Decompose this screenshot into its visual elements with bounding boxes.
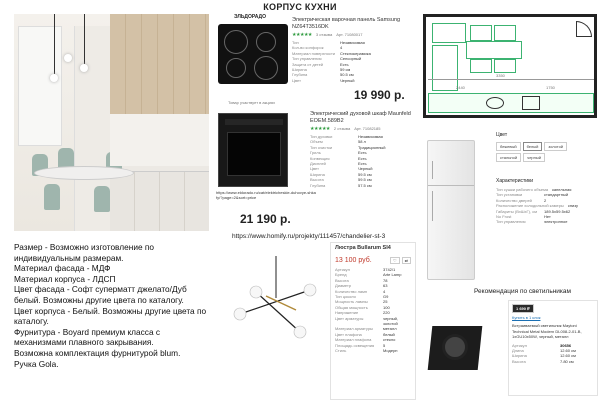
spot-light-image	[418, 316, 500, 380]
chandelier-spec-value: G9	[383, 294, 389, 300]
fridge-spec-key: Тип установки	[496, 192, 523, 198]
chandelier-spec-value: 63	[383, 283, 388, 289]
heart-icon[interactable]: ♡	[390, 257, 400, 264]
fridge-spec-value: 2	[544, 197, 547, 203]
hob-spec-key: Цвет	[292, 77, 301, 83]
chair	[44, 184, 60, 210]
chandelier-spec-value: 5	[383, 342, 386, 348]
oven-spec-key: Высота	[310, 177, 324, 183]
oven-spec-key: Тип очистки	[310, 144, 333, 150]
color-option[interactable]: стальной	[496, 153, 521, 162]
oven-spec-key: Глубина	[310, 182, 326, 188]
oven-spec-value: Есть	[358, 150, 367, 156]
chandelier-url[interactable]: https://www.homify.ru/projekty/111457/chandelier-st-3	[232, 233, 386, 240]
chandelier-spec-value: 78	[383, 277, 388, 283]
oven-window	[227, 132, 281, 176]
spot-spec-value: 12.60 см	[560, 353, 576, 359]
chandelier-title[interactable]: Люстра Bullarum SI4	[335, 245, 391, 251]
compare-icon[interactable]: ⇄	[402, 257, 411, 264]
chandelier-spec-key: Напряжение	[335, 310, 359, 316]
description-line: Материал корпуса - ЛДСП	[14, 273, 116, 284]
oven-spec-key: Ширина	[310, 171, 325, 177]
fridge-spec-key: Тип управления	[496, 219, 526, 225]
fridge-spec-key: No Frost	[496, 214, 512, 220]
price-badge: 1 690 ₽	[512, 304, 534, 313]
oven-spec-row	[310, 183, 422, 188]
hob-price: 19 990 р.	[354, 88, 405, 102]
plan-unit	[432, 23, 466, 43]
hob-spec-key: Материал поверхности	[292, 50, 336, 56]
fridge-spec-value: Нет	[544, 214, 551, 220]
description-line: Ручка Gola.	[14, 358, 59, 369]
hob-specs	[292, 40, 408, 83]
color-label: Цвет	[496, 132, 508, 138]
fridge-spec-key: Тип сушки рабочего объема	[496, 187, 549, 192]
plan-door	[576, 21, 592, 37]
pendant-wire	[54, 14, 55, 74]
hob-spec-value: Черный	[340, 77, 355, 83]
chandelier-spec-key: Тип цоколя	[335, 294, 356, 300]
hob-spec-value: Независимая	[340, 40, 365, 45]
reviews-count[interactable]: 2 отзыва	[333, 126, 351, 132]
article: Арт. 71080017	[336, 32, 363, 38]
rating-stars: ★★★★★	[292, 32, 312, 38]
chandelier-spec-value: металл	[383, 326, 397, 332]
chandelier-spec-value: 100	[383, 304, 390, 310]
fridge-spec-key: Расположение холодильной камеры	[496, 203, 564, 209]
plan-kitchen-run	[428, 93, 594, 113]
chandelier-spec-row	[335, 316, 411, 327]
backsplash	[110, 114, 209, 166]
chandelier-spec-row	[335, 348, 411, 353]
plan-table	[466, 41, 522, 59]
chandelier-spec-key: Бренд	[335, 272, 347, 278]
hob-spec-row	[292, 78, 408, 83]
dimension-label: 2440	[456, 85, 465, 90]
spot-title[interactable]: Встраиваемый светильник Maytoni Technical Metal Modern DL008-2-01-B, 1xGU10x50W, черный, металл	[512, 323, 582, 340]
chandelier-spec-key: Материал плафона	[335, 337, 372, 343]
hob-spec-key: Защита от детей	[292, 61, 324, 67]
fridge-spec-value: снизу	[567, 203, 579, 209]
promo-note: Товар участвует в акциях	[228, 100, 276, 105]
chandelier-globe	[294, 326, 306, 338]
oven-title[interactable]: Электрический духовой шкаф Maunfeld EOEM.589B2	[310, 111, 411, 124]
pendant-bulb	[50, 74, 58, 82]
fridge-spec-row	[496, 219, 596, 224]
spot-spec-value: 12.60 см	[560, 348, 576, 354]
hob-spec-value: 4	[340, 45, 343, 51]
oven-spec-value: 57.5 см	[358, 182, 372, 188]
fridge-spec-value: стандартный	[544, 192, 569, 198]
burner	[224, 30, 248, 54]
chandelier-spec-key: Количество ламп	[335, 288, 368, 294]
oven-spec-value: Традиционный	[358, 144, 386, 150]
chandelier-spec-key: Мощность лампы	[335, 299, 368, 305]
dimension-line	[428, 79, 594, 80]
burner	[226, 58, 246, 78]
fridge-handle	[432, 191, 433, 221]
oven-url[interactable]: https://www.eldorado.ru/cat/elektricheskie-duhovye-shkafy/?page=2&sort=price	[216, 190, 316, 201]
spot-article-label: Артикул	[512, 342, 527, 348]
chandelier-spec-value: 3742/1	[383, 267, 396, 272]
spot-spec-row	[512, 359, 594, 364]
dimension-label: 1750	[546, 85, 555, 90]
hob-spec-key: Тип управления	[292, 56, 322, 62]
oven-spec-value: Черный	[358, 166, 373, 172]
chandelier-spec-key: Общая мощность	[335, 304, 368, 310]
chandelier-spec-key: Высота	[335, 277, 349, 283]
oven-spec-value: 58 л	[358, 139, 366, 145]
fridge-door-split	[428, 185, 474, 186]
rating-stars: ★★★★★	[310, 126, 330, 132]
oven-spec-key: Объем	[310, 139, 323, 145]
description	[14, 242, 214, 369]
burner	[256, 32, 276, 52]
chandelier-image	[226, 256, 326, 356]
spot-article: 30656	[560, 342, 572, 348]
color-option-selected[interactable]: белый	[523, 142, 543, 151]
hob-spec-key: Глубина	[292, 72, 308, 78]
chandelier-spec-key: Площадь освещения	[335, 342, 375, 348]
lower-cabinets	[110, 172, 209, 231]
fridge-spec-key: Количество дверей	[496, 197, 532, 203]
chandelier-spec-value: Arte Lamp	[383, 272, 402, 278]
fridge-image	[427, 140, 475, 280]
page-title: КОРПУС КУХНИ	[263, 2, 337, 12]
description-line: Материал фасада - МДФ	[14, 263, 111, 274]
oven-spec-value: 59.5 см	[358, 177, 372, 183]
dining-table	[34, 166, 134, 180]
chandelier-globe	[304, 284, 316, 296]
chandelier-spec-value: 220	[383, 310, 390, 316]
plan-chair	[470, 25, 492, 41]
hob-spec-key: Ширина	[292, 67, 307, 73]
chandelier-spec-value: 4	[383, 288, 386, 294]
chandelier-price: 13 100 руб.	[335, 257, 372, 264]
dimension-label: 3350	[496, 73, 505, 78]
oven-control-panel	[225, 119, 283, 125]
plan-sofa	[432, 45, 458, 91]
plan-sink	[486, 97, 504, 109]
oven-spec-key: Дисплей	[310, 161, 326, 167]
description-line: Цвет корпуса - Белый. Возможны другие цвета по каталогу.	[14, 305, 207, 327]
hob-image	[218, 24, 288, 84]
oven-spec-key: Цвет	[310, 166, 319, 172]
plan-chair	[494, 59, 516, 73]
article: Арт. 71082185	[354, 126, 381, 132]
hob-spec-key: Тип	[292, 40, 299, 45]
characteristics-label: Характеристики	[496, 178, 534, 184]
oven-spec-value: Независимая	[358, 134, 383, 139]
color-option[interactable]: бежевый	[496, 142, 521, 151]
description-line: Размер - Возможно изготовление по индивидуальным размерам.	[14, 242, 154, 263]
chair	[94, 186, 110, 212]
hob-spec-value: Стеклокерамика	[340, 50, 371, 56]
chandelier-spec-key: Диаметр	[335, 283, 352, 289]
plan-chair	[494, 25, 516, 41]
chandelier-spec-key: Стиль	[335, 348, 347, 354]
spot-lens	[442, 334, 468, 360]
oven-spec-key: Тип духовки	[310, 134, 333, 139]
pendant-bulb	[80, 64, 88, 72]
chandelier-spec-value: черный, золотой	[383, 315, 398, 327]
description-line: Фурнитура - Boyard премиум класса с механизмами плавного закрывания.	[14, 326, 161, 348]
hob-title[interactable]: Электрическая варочная панель Samsung NZ64T3516DK	[292, 17, 401, 30]
store-logo: ЭЛЬДОРАДО	[234, 14, 266, 20]
oven-spec-value: Есть	[358, 155, 367, 161]
chandelier-specs	[331, 267, 415, 354]
hob-spec-value: Есть	[340, 61, 349, 67]
plan-chair	[470, 59, 492, 73]
pendant-wire	[84, 14, 85, 64]
fridge-spec-key: Габариты (ВхШхГ), см	[496, 208, 537, 214]
oven-image	[218, 113, 288, 187]
floor-plan	[423, 14, 597, 118]
spot-spec-key: Ширина	[512, 353, 527, 359]
spot-spec-key: Высота	[512, 358, 526, 364]
spot-specs	[512, 348, 594, 364]
chandelier-arm	[256, 292, 300, 332]
oven-price: 21 190 р.	[240, 212, 291, 226]
upper-cabinets	[110, 14, 209, 114]
lights-note: Рекомендация по светильникам	[474, 288, 572, 295]
oven-spec-value: Есть	[358, 161, 367, 167]
kitchen-photo	[14, 14, 209, 231]
chandelier-spec-key: Артикул	[335, 267, 350, 272]
chandelier-spec-value: Модерн	[383, 348, 398, 354]
oven-spec-key: Гриль	[310, 150, 321, 156]
chandelier-spec-key: Материал арматуры	[335, 326, 373, 332]
oven-specs	[310, 134, 422, 188]
pendant-bulb	[64, 54, 72, 62]
chandelier-spec-value: белый	[383, 331, 395, 337]
burner	[254, 56, 278, 80]
fridge-specs	[496, 187, 596, 225]
description-line: Цвет фасада - Софт суперматт джелато/Дуб белый. Возможны другие цвета по каталогу.	[14, 284, 187, 305]
oven-spec-value: 59.5 см	[358, 171, 372, 177]
color-option[interactable]: черный	[523, 153, 545, 162]
buy-one-click-link[interactable]: Купить в 1 клик	[512, 315, 541, 320]
hob-spec-value: 50.5 см	[340, 72, 354, 78]
color-option[interactable]: золотой	[544, 142, 567, 151]
hob-spec-value: Сенсорный	[340, 56, 362, 62]
chandelier-spec-value: стекло	[383, 337, 396, 343]
chandelier-globe	[250, 286, 262, 298]
window	[18, 26, 62, 146]
spot-spec-value: 7.80 см	[560, 358, 574, 364]
plan-hob	[522, 96, 540, 110]
hob-spec-key: Кол-во конфорок	[292, 45, 324, 51]
reviews-count[interactable]: 3 отзыва	[315, 32, 333, 38]
fridge-spec-value: капельная	[552, 187, 572, 192]
chandelier-spec-key: Цвет арматуры	[335, 315, 364, 321]
fridge-spec-value: электронное	[544, 219, 568, 225]
fridge-handle	[432, 161, 433, 179]
chandelier-spec-value: 25	[383, 299, 388, 305]
hob-spec-value: 59 см	[340, 67, 351, 73]
oven-spec-key: Конвекция	[310, 155, 330, 161]
description-line: Возможна комплектация фурнитурой blum.	[14, 347, 181, 358]
spot-spec-key: Длина	[512, 348, 524, 354]
chandelier-spec-key: Цвет плафона	[335, 331, 362, 337]
chandelier-globe	[234, 308, 246, 320]
fridge-spec-value: 189.5х59.5х62	[544, 208, 571, 214]
